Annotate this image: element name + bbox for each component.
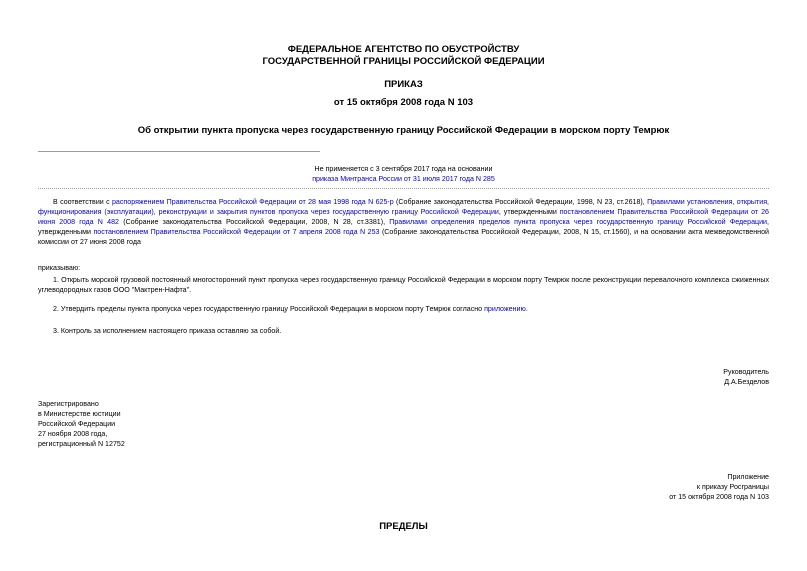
appendix-line-1: Приложение xyxy=(727,473,769,481)
link-decree-625r[interactable]: распоряжением Правительства Российской Федерации от 28 мая 1998 года N 625-р xyxy=(111,198,394,206)
order-item-2-text: 2. Утвердить пределы пункта пропуска через государственную границу Российской Федерации в морском порту Темрюк согласно xyxy=(53,305,485,313)
registration-line-5: регистрационный N 12752 xyxy=(38,440,125,448)
appendix-line-2: к приказу Росграницы xyxy=(696,483,769,491)
link-resolution-253[interactable]: постановлением Правительства Российской Федерации от 7 апреля 2008 года N 253 xyxy=(93,228,380,236)
notice-link[interactable]: приказа Минтранса России от 31 июля 2017 года N 285 xyxy=(312,175,495,183)
link-checkpoint-rules[interactable]: Правилами установления, открытия, функционирования (эксплуатации), реконструкции и закрытия пунктов пропуска через государственную границу Российской Федерации xyxy=(38,198,770,216)
registration-line-3: Российской Федерации xyxy=(38,420,116,428)
preamble-text: (Собрание законодательства Российской Федерации, 2008, N 28, ст.3381), xyxy=(118,218,390,226)
agency-name-line2: ГОСУДАРСТВЕННОЙ ГРАНИЦЫ РОССИЙСКОЙ ФЕДЕРАЦИИ xyxy=(262,56,545,67)
link-resolution-482[interactable]: постановлением Правительства Российской Федерации от 26 июня 2008 года N 482 xyxy=(38,208,770,226)
order-item-2-end: . xyxy=(525,305,528,313)
registration-line-1: Зарегистрировано xyxy=(38,400,99,408)
preamble-text: (Собрание законодательства Российской Федерации, 1998, N 23, ст.2618), xyxy=(393,198,648,206)
document-date-number: от 15 октября 2008 года N 103 xyxy=(333,97,474,108)
preamble-paragraph xyxy=(38,197,769,247)
appendix-line-3: от 15 октября 2008 года N 103 xyxy=(669,493,769,501)
registration-line-2: в Министерстве юстиции xyxy=(38,410,121,418)
preamble-text: В соответствии с xyxy=(53,198,112,206)
agency-name-line1: ФЕДЕРАЛЬНОЕ АГЕНТСТВО ПО ОБУСТРОЙСТВУ xyxy=(287,44,520,55)
link-limits-rules[interactable]: Правилами определения пределов пункта пропуска через государственную границу Российской Федерации xyxy=(389,218,767,226)
separator-bottom xyxy=(38,188,769,189)
preamble-text: , утвержденными xyxy=(38,218,769,236)
link-appendix[interactable]: приложению xyxy=(484,305,526,313)
order-item-3: 3. Контроль за исполнением настоящего приказа оставляю за собой. xyxy=(53,327,282,335)
order-item-2 xyxy=(38,304,769,314)
order-item-1: 1. Открыть морской грузовой постоянный многосторонний пункт пропуска через государственную границу Российской Федерации в морском порту Темрюк после реконструкции перевалочного комплекса сжиженных углеводородных газов ООО "Мактрен-Нафта". xyxy=(38,276,769,294)
notice-text: Не применяется с 3 сентября 2017 года на основании xyxy=(314,165,493,173)
separator-top xyxy=(38,151,320,152)
document-type: ПРИКАЗ xyxy=(384,79,423,90)
signature-role: Руководитель xyxy=(723,368,769,376)
order-word: приказываю: xyxy=(38,264,81,272)
document-title: Об открытии пункта пропуска через государственную границу Российской Федерации в морском порту Темрюк xyxy=(137,125,670,136)
section-title: ПРЕДЕЛЫ xyxy=(379,521,428,532)
preamble-text: (Собрание законодательства Российской Федерации, 2008, N 15, ст.1560), и на основании акта межведомственной комиссии от 27 июня 2008 года xyxy=(38,228,769,246)
signature-name: Д.А.Безделов xyxy=(724,378,769,386)
registration-line-4: 27 ноября 2008 года, xyxy=(38,430,108,438)
preamble-text: , утвержденными xyxy=(498,208,560,216)
